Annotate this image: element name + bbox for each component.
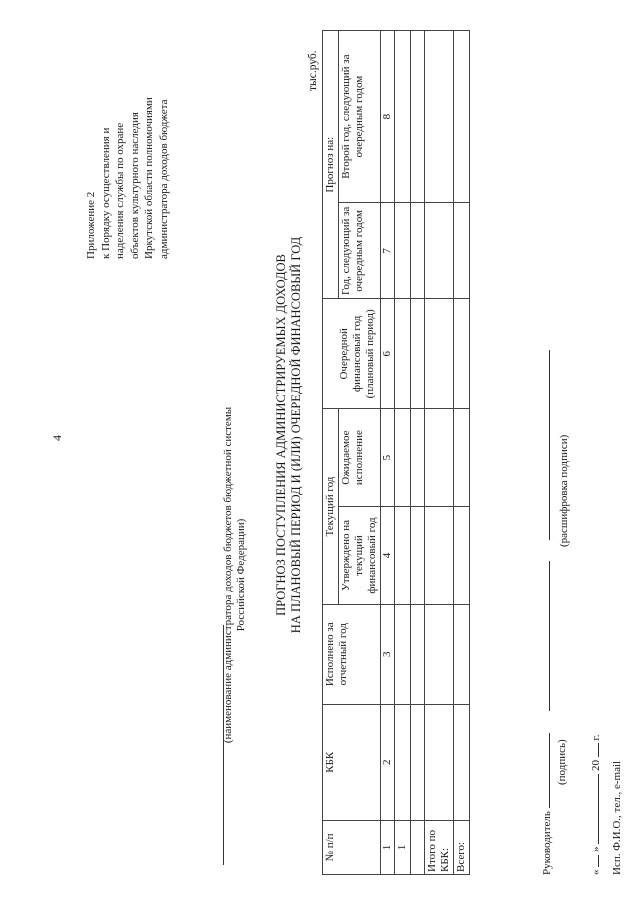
administrator-caption-line2: Российской Федерации) <box>235 518 247 632</box>
date-line <box>590 734 602 875</box>
appendix-line: Иркутской области полномочиями <box>143 97 155 259</box>
date-quote-close: » <box>590 846 602 852</box>
table-cell <box>425 31 454 203</box>
appendix-note <box>84 9 171 259</box>
administrator-caption-line1: (наименование администратора доходов бюджетов бюджетной системы <box>222 406 234 744</box>
table-cell <box>454 604 470 704</box>
header-executed: Исполнено за отчетный год <box>323 604 381 704</box>
appendix-line: наделения службы по охране <box>114 122 126 259</box>
table-cell <box>454 409 470 507</box>
date-year-suffix: г. <box>590 734 602 741</box>
table-cell <box>395 31 411 203</box>
table-cell <box>425 507 454 605</box>
signature-decode-caption: (расшифровка подписи) <box>558 434 570 547</box>
table-cell <box>454 31 470 203</box>
table-cell <box>411 31 425 203</box>
date-year-blank <box>598 743 599 757</box>
table-row <box>411 31 425 875</box>
header-current-year: Текущий год <box>323 409 339 605</box>
table-cell <box>425 704 454 820</box>
signature-line <box>549 733 550 808</box>
row-number: 1 <box>395 820 411 874</box>
column-number: 4 <box>381 507 395 605</box>
document-title <box>274 155 304 715</box>
header-expected: Ожидаемое исполнение <box>339 409 381 507</box>
appendix-line: Приложение 2 <box>85 191 97 259</box>
header-forecast-group: Прогноз на: <box>323 31 339 299</box>
table-cell <box>411 704 425 820</box>
column-number: 6 <box>381 299 395 409</box>
table-cell <box>395 507 411 605</box>
table-cell <box>395 299 411 409</box>
table-cell <box>395 203 411 299</box>
table-cell <box>425 299 454 409</box>
head-signature-row <box>541 275 553 875</box>
executor-contact: Исп. Ф.И.О., тел., e-mail <box>611 760 623 875</box>
table-cell <box>425 203 454 299</box>
table-cell <box>411 409 425 507</box>
column-number: 5 <box>381 409 395 507</box>
appendix-line: администратора доходов бюджета <box>157 99 170 259</box>
table-cell <box>411 604 425 704</box>
table-row <box>395 31 411 875</box>
header-next-financial-year: Очередной финансовый год (плановый период) <box>323 299 381 409</box>
table-cell <box>395 409 411 507</box>
header-year-after: Год, следующий за очередным годом <box>339 203 381 299</box>
column-number: 3 <box>381 604 395 704</box>
table-cell <box>411 299 425 409</box>
date-quote-open: « <box>590 869 602 875</box>
grand-total-row <box>454 31 470 875</box>
title-line1: ПРОГНОЗ ПОСТУПЛЕНИЯ АДМИНИСТРИРУЕМЫХ ДОХОДОВ <box>274 254 288 616</box>
total-kbk-label: Итого по КБК: <box>425 820 454 874</box>
table-cell <box>411 203 425 299</box>
total-kbk-row <box>425 31 454 875</box>
title-line2: НА ПЛАНОВЫЙ ПЕРИОД И (ИЛИ) ОЧЕРЕДНОЙ ФИНАНСОВЫЙ ГОД <box>289 236 303 634</box>
currency-unit: тыс.руб. <box>307 50 319 91</box>
header-num: № п/п <box>323 820 381 874</box>
signature-decode-line <box>549 350 550 540</box>
header-row <box>323 31 339 875</box>
table-cell <box>411 507 425 605</box>
table-cell <box>454 704 470 820</box>
forecast-table <box>322 30 470 875</box>
table-cell <box>454 203 470 299</box>
header-kbk: КБК <box>323 704 381 820</box>
column-number: 2 <box>381 704 395 820</box>
head-label: Руководитель <box>541 811 553 875</box>
column-number: 1 <box>381 820 395 874</box>
table-cell <box>395 604 411 704</box>
administrator-caption <box>222 385 248 765</box>
table-cell <box>411 820 425 874</box>
column-number: 8 <box>381 31 395 203</box>
header-second-year: Второй год, следующий за очередным годом <box>339 31 381 203</box>
appendix-line: объектов культурного наследия <box>128 112 141 259</box>
grand-total-label: Всего: <box>454 820 470 874</box>
page-number: 4 <box>50 435 64 441</box>
date-day-blank <box>598 855 599 867</box>
date-year-prefix: 20 <box>590 760 602 771</box>
column-number-row <box>381 31 395 875</box>
table-cell <box>454 299 470 409</box>
table-cell <box>425 604 454 704</box>
appendix-line: к Порядку осуществления и <box>99 127 112 259</box>
table-cell <box>454 507 470 605</box>
signature-blank <box>549 561 550 711</box>
date-month-blank <box>598 774 599 844</box>
table-cell <box>395 704 411 820</box>
column-number: 7 <box>381 203 395 299</box>
table-cell <box>425 409 454 507</box>
header-approved: Утверждено на текущий финансовый год <box>339 507 381 605</box>
signature-caption: (подпись) <box>556 739 568 785</box>
